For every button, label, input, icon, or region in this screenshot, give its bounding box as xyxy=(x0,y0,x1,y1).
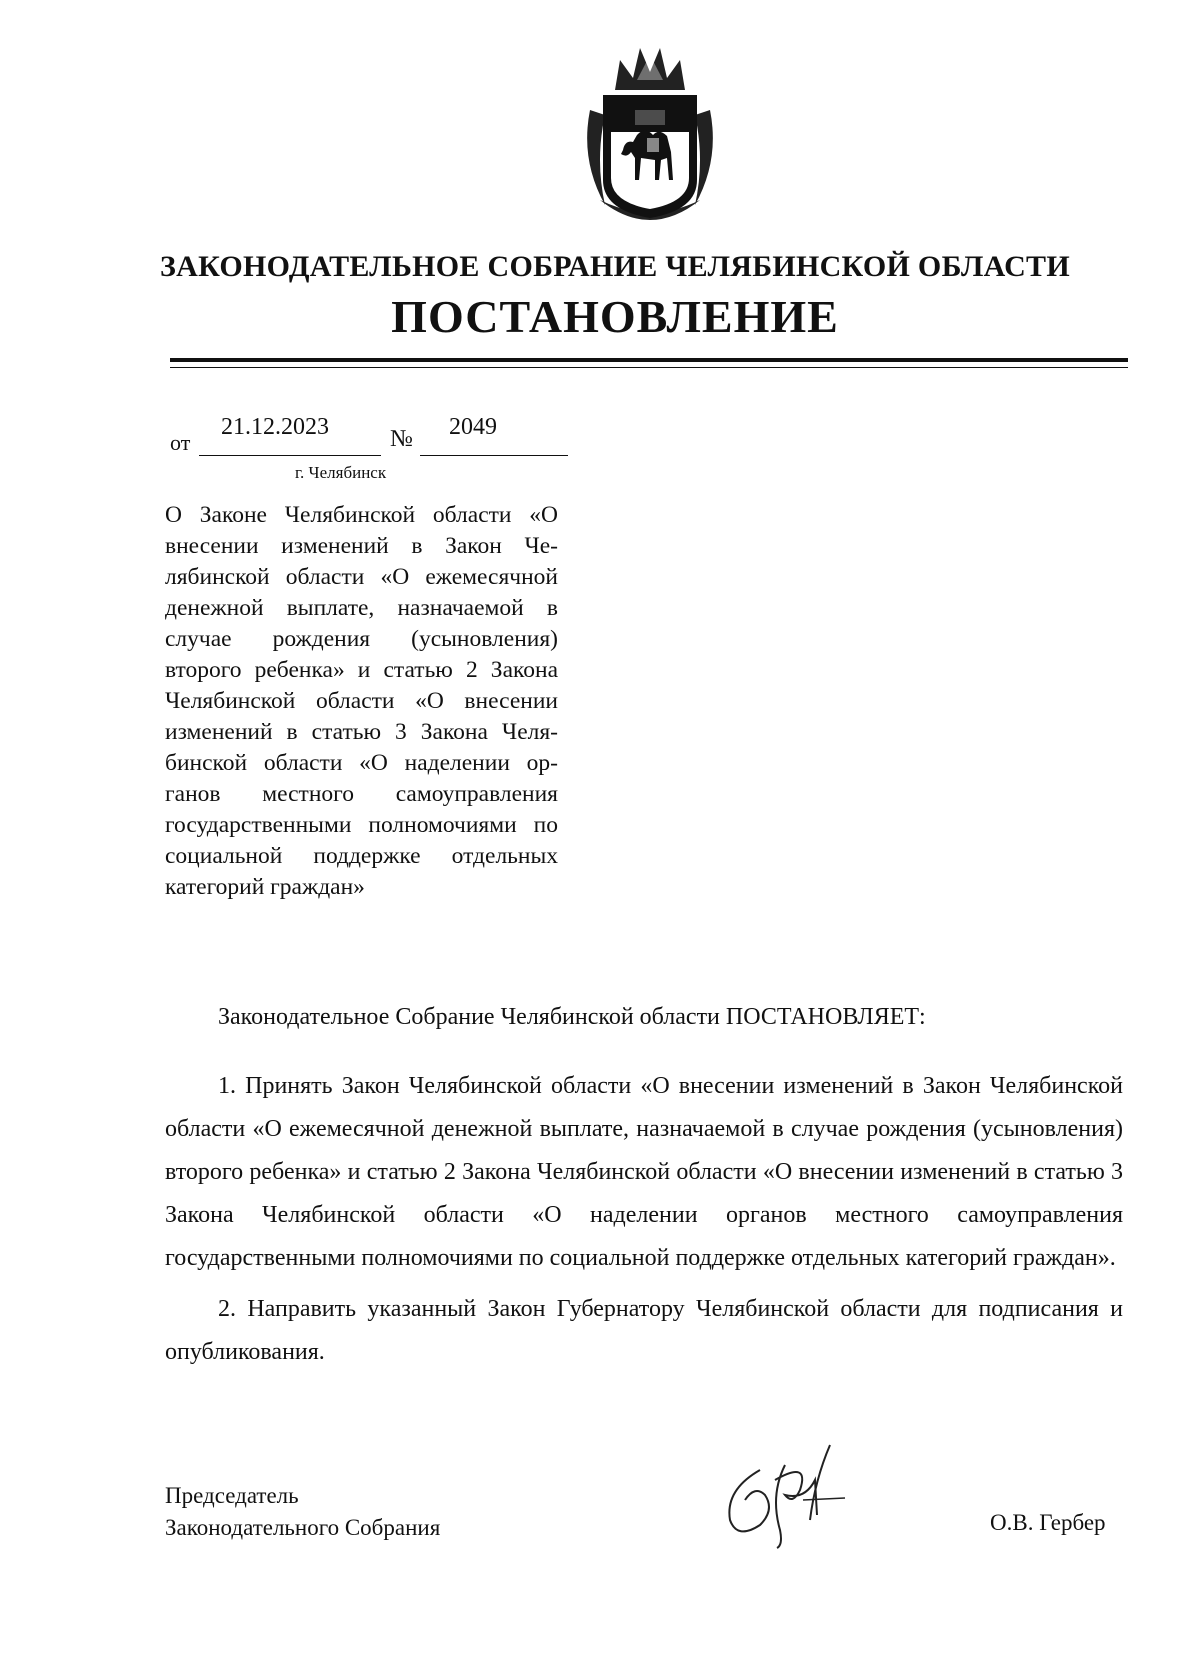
resolve-line: Законодательное Собрание Челябинской области ПОСТАНОВЛЯЕТ: xyxy=(218,1004,926,1030)
header-rule-thick xyxy=(170,358,1128,362)
number-underline xyxy=(420,455,568,456)
number-label: № xyxy=(390,426,413,452)
resolution-item: 2. Направить указанный Закон Губернатору Челябинской области для подписания и опубликования. xyxy=(165,1296,1123,1365)
header-rule-thin xyxy=(170,367,1128,368)
date-underline xyxy=(199,455,381,456)
document-number: 2049 xyxy=(449,414,497,440)
date-label: от xyxy=(170,430,191,455)
resolution-item: 1. Принять Закон Челябинской области «О внесении изменений в Закон Челябинской области «О ежемесячной денежной выплате, назначаемой в случае рождения (усыновления) второго ребенка» и статью 2 Закона Челябинской области «О внесении изменений в статью 3 Закона Челябинской области «О наделении органов местного самоуправления государственными полномочиями по социальной поддержке отдельных категорий граждан». xyxy=(165,1073,1123,1271)
signer-title-line: Председатель xyxy=(165,1483,299,1508)
document-subject: О Законе Челябинской области «О внесении изменений в Закон Челябинской области «О ежемесячной денежной выплате, назначаемой в случае рождения (усыновления) второго ребенка» и статью 2 Закона Челябинской области «О внесении изменений в статью 3 Закона Челябинской области «О наделении органов местного самоуправления государственными полномочиями по социальной поддержке отдельных категорий граждан» xyxy=(165,502,558,900)
resolution-items xyxy=(165,1065,1123,1382)
signer-title-line: Законодательного Собрания xyxy=(165,1515,441,1540)
document-city: г. Челябинск xyxy=(295,463,387,482)
coat-of-arms-icon xyxy=(575,40,725,230)
document-type: ПОСТАНОВЛЕНИЕ xyxy=(391,291,839,342)
signer-name: О.В. Гербер xyxy=(990,1510,1106,1535)
organization-name: ЗАКОНОДАТЕЛЬНОЕ СОБРАНИЕ ЧЕЛЯБИНСКОЙ ОБЛАСТИ xyxy=(160,250,1070,283)
document-date: 21.12.2023 xyxy=(221,414,329,440)
handwritten-signature-icon xyxy=(715,1440,865,1550)
signer-title xyxy=(165,1480,440,1544)
